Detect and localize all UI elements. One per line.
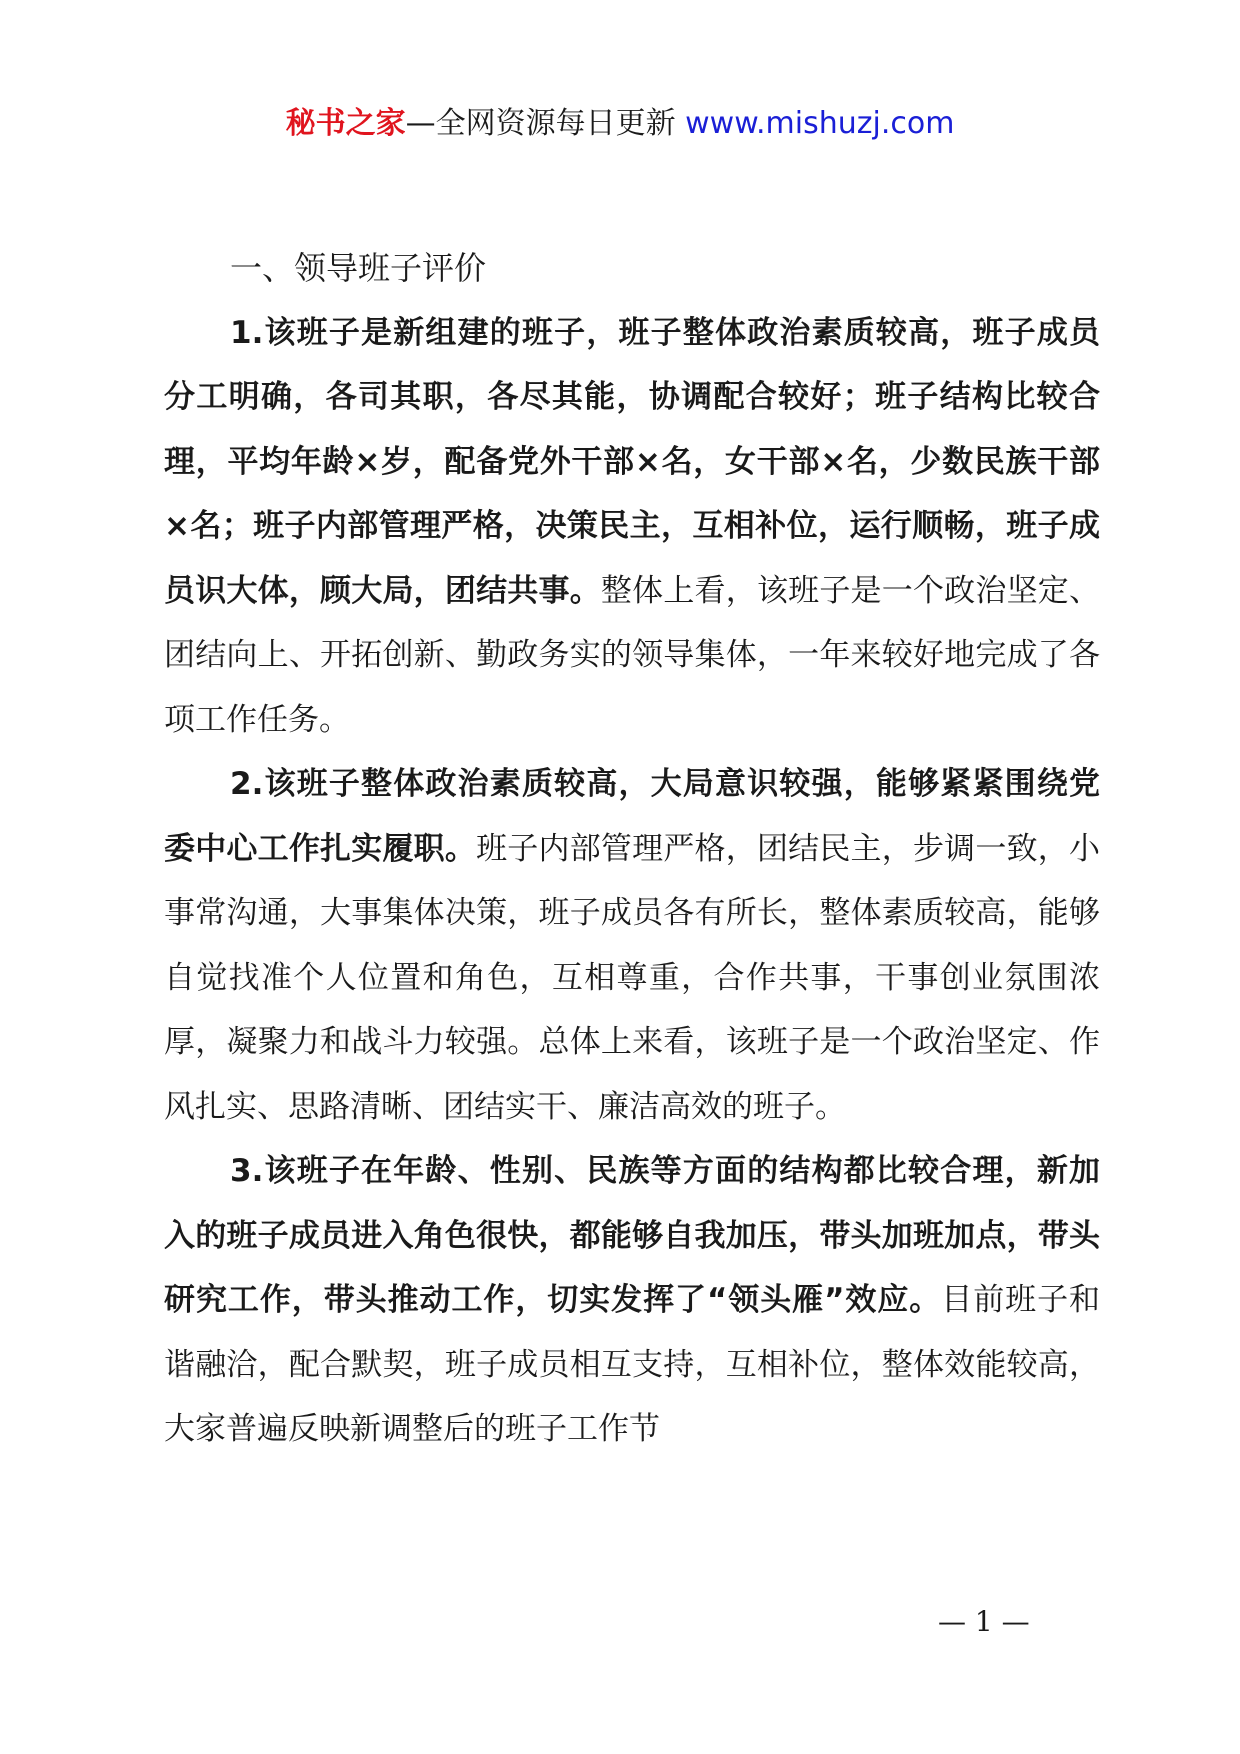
paragraph-2 bbox=[164, 752, 1100, 1139]
paragraph-2-bold: 2.该班子整体政治素质较高，大局意识较强，能够紧紧围绕党委中心工作扎实履职。 bbox=[164, 766, 1100, 867]
site-url-link[interactable]: www.mishuzj.com bbox=[685, 106, 955, 141]
paragraph-3 bbox=[164, 1139, 1100, 1462]
paragraph-2-text: 班子内部管理严格，团结民主，步调一致，小事常沟通，大事集体决策，班子成员各有所长，整体素质较高，能够自觉找准个人位置和角色，互相尊重，合作共事，干事创业氛围浓厚，凝聚力和战斗力较强。总体上来看，该班子是一个政治坚定、作风扎实、思路清晰、团结实干、廉洁高效的班子。 bbox=[164, 830, 1101, 1125]
paragraph-3-bold: 3.该班子在年龄、性别、民族等方面的结构都比较合理，新加入的班子成员进入角色很快，都能够自我加压，带头加班加点，带头研究工作，带头推动工作，切实发挥了“领头雁”效应。 bbox=[164, 1153, 1100, 1318]
paragraph-1 bbox=[164, 301, 1100, 753]
paragraph-3-text: 目前班子和谐融洽，配合默契，班子成员相互支持，互相补位，整体效能较高，大家普遍反映新调整后的班子工作节 bbox=[164, 1282, 1101, 1447]
page-number: — 1 — bbox=[938, 1605, 1030, 1638]
header-tagline: —全网资源每日更新 bbox=[405, 106, 686, 141]
document-body bbox=[164, 236, 1100, 1462]
paragraph-1-text: 整体上看，该班子是一个政治坚定、团结向上、开拓创新、勤政务实的领导集体，一年来较好地完成了各项工作任务。 bbox=[164, 572, 1101, 738]
brand-name: 秘书之家 bbox=[285, 106, 406, 141]
section-heading: 一、领导班子评价 bbox=[230, 249, 487, 287]
paragraph-1-bold: 1.该班子是新组建的班子，班子整体政治素质较高，班子成员分工明确，各司其职，各尽其能，协调配合较好；班子结构比较合理，平均年龄×岁，配备党外干部×名，女干部×名，少数民族干部×名；班子内部管理严格，决策民主，互相补位，运行顺畅，班子成员识大体，顾大局，团结共事。 bbox=[164, 314, 1100, 609]
site-header bbox=[0, 100, 1240, 148]
